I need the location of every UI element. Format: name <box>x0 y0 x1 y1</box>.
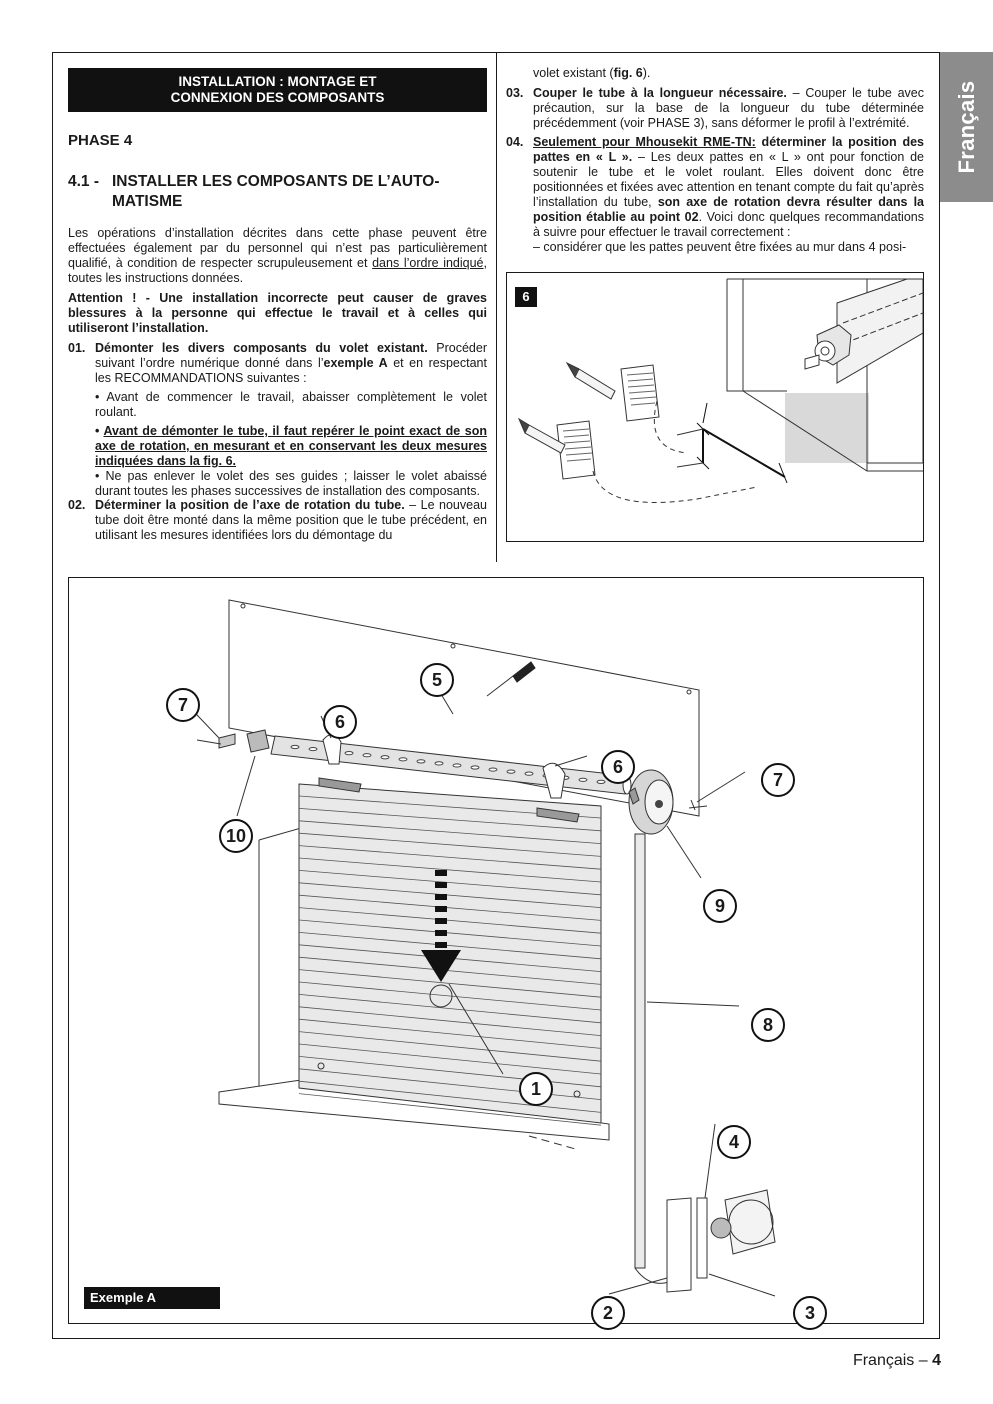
section-number: 4.1 - <box>68 173 100 190</box>
tube-hole <box>381 756 389 759</box>
step-04-text-b: . Voici donc quelques recommandations à suivre pour effectuer le travail correctement : <box>533 210 924 239</box>
callout-5: 5 <box>420 663 454 697</box>
tube-hole <box>471 766 479 769</box>
figure-6 <box>506 272 924 542</box>
step-02-title: Déterminer la position de l’axe de rotation du tube. <box>95 498 405 512</box>
callout-9: 9 <box>703 889 737 923</box>
callout-1: 1 <box>519 1072 553 1106</box>
intro-paragraph <box>68 226 487 286</box>
figure-6-label: 6 <box>515 287 537 307</box>
figure-6-drawing <box>507 273 923 541</box>
warning-paragraph: Attention ! - Une installation incorrecte peut causer de graves blessures à la personne qui effectue le travail et à celles qui utiliseront l’installation. <box>68 291 487 335</box>
tube-hole <box>489 768 497 771</box>
page-footer <box>853 1352 941 1370</box>
callout-6: 6 <box>601 750 635 784</box>
step-02-content <box>95 498 487 543</box>
footer-text: Français – <box>852 1352 933 1369</box>
section-title-box <box>68 68 487 112</box>
figure-example-a <box>68 577 924 1324</box>
step-01-text-a: Procéder suivant l’ordre numérique donné dans l’ <box>95 341 487 370</box>
language-tab <box>940 52 993 202</box>
tube-hole <box>597 780 605 783</box>
step-01-ref: exemple A <box>323 356 388 370</box>
callout-7: 7 <box>166 688 200 722</box>
step-01-text-b: et en respectant les RECOMMANDATIONS suivantes : <box>95 356 487 385</box>
step-03-number: 03. <box>506 86 524 100</box>
tube-hole <box>507 770 515 773</box>
cont-text-a: volet existant ( <box>533 66 614 80</box>
step-01-bullet-3: • Ne pas enlever le volet des ses guides ; laisser le volet abaissé durant toutes les phases successives de installation des composants. <box>95 469 487 498</box>
tube-hole <box>399 758 407 761</box>
intro-text-b: , toutes les instructions données. <box>68 256 487 285</box>
tube-hole <box>435 762 443 765</box>
cont-fig-ref: fig. 6 <box>613 66 643 80</box>
callout-2: 2 <box>591 1296 625 1330</box>
phase-heading: PHASE 4 <box>68 132 133 149</box>
bullet-dot: • <box>95 424 104 438</box>
step-04-text-a: – Les deux pattes en « L » ont pour fonction de soutenir le tube et le volet roulant. Elles doivent donc être positionnées et fixées avec attention en tenant compte du fait qu’après l’installation du tube, <box>533 150 924 209</box>
tube-hole <box>363 754 371 757</box>
step-04-content <box>533 135 924 255</box>
exploded-view-drawing <box>69 578 923 1323</box>
step-03-content <box>533 86 924 131</box>
intro-text-underlined: dans l’ordre indiqué <box>372 256 484 270</box>
step-04-title: déterminer la position des pattes en « L ». <box>533 135 924 164</box>
tube-hole <box>453 764 461 767</box>
step-02-text: – Le nouveau tube doit être monté dans la même position que le tube précédent, en utilisant les mesures identifiées lors du démontage du <box>95 498 487 542</box>
step-01-bullet-2 <box>95 424 487 469</box>
step-01-content <box>95 341 487 499</box>
step-01-number: 01. <box>68 341 86 355</box>
step-04-number: 04. <box>506 135 524 149</box>
callout-7: 7 <box>761 763 795 797</box>
step-01-bullet-2-text: Avant de démonter le tube, il faut repérer le point exact de son axe de rotation, en mesurant et en conservant les deux mesures indiquées dans la fig. 6. <box>95 424 488 468</box>
callout-8: 8 <box>751 1008 785 1042</box>
callout-3: 3 <box>793 1296 827 1330</box>
step-04-scope: Seulement pour Mhousekit RME-TN: <box>533 135 756 149</box>
intro-text-a: Les opérations d’installation décrites dans cette phase peuvent être effectuées également par du personnel qui n’est pas particulièrement qualifié, à condition de respecter scrupuleusement et <box>68 226 487 270</box>
tube-hole <box>579 778 587 781</box>
page-number: 4 <box>932 1352 941 1369</box>
tube-hole <box>309 747 317 750</box>
column-divider <box>496 52 497 562</box>
step-03-text: – Couper le tube avec précaution, sur la base de la longueur du tube déterminée précédemment (voir PHASE 3), sans déformer le profil à l’extrémité. <box>533 86 924 130</box>
step-03-title: Couper le tube à la longueur nécessaire. <box>533 86 787 100</box>
title-line-2: CONNEXION DES COMPOSANTS <box>170 90 385 105</box>
callout-10: 10 <box>219 819 253 853</box>
callout-4: 4 <box>717 1125 751 1159</box>
step-01-title: Démonter les divers composants du volet existant. <box>95 341 428 355</box>
tube-hole <box>291 745 299 748</box>
title-line-1: INSTALLATION : MONTAGE ET <box>178 74 377 89</box>
example-a-label: Exemple A <box>84 1287 220 1309</box>
tube-hole <box>417 760 425 763</box>
step-02-number: 02. <box>68 498 86 512</box>
tube-hole <box>525 772 533 775</box>
language-tab-label: Français <box>953 80 979 174</box>
cont-text-b: ). <box>642 66 651 80</box>
notepad-icon <box>567 363 659 421</box>
callout-6: 6 <box>323 705 357 739</box>
step-04-emphasis: son axe de rotation devra résulter dans la position établie au point 02 <box>533 195 924 224</box>
step-02-continued <box>533 66 925 81</box>
notepad-icon <box>519 419 595 479</box>
step-01-bullet-1: • Avant de commencer le travail, abaisser complètement le volet roulant. <box>95 390 487 419</box>
tube-hole <box>345 752 353 755</box>
section-title: INSTALLER LES COMPOSANTS DE L’AUTO-MATISME <box>112 173 440 210</box>
step-04-dash-item: – considérer que les pattes peuvent être fixées au mur dans 4 posi- <box>533 240 907 254</box>
